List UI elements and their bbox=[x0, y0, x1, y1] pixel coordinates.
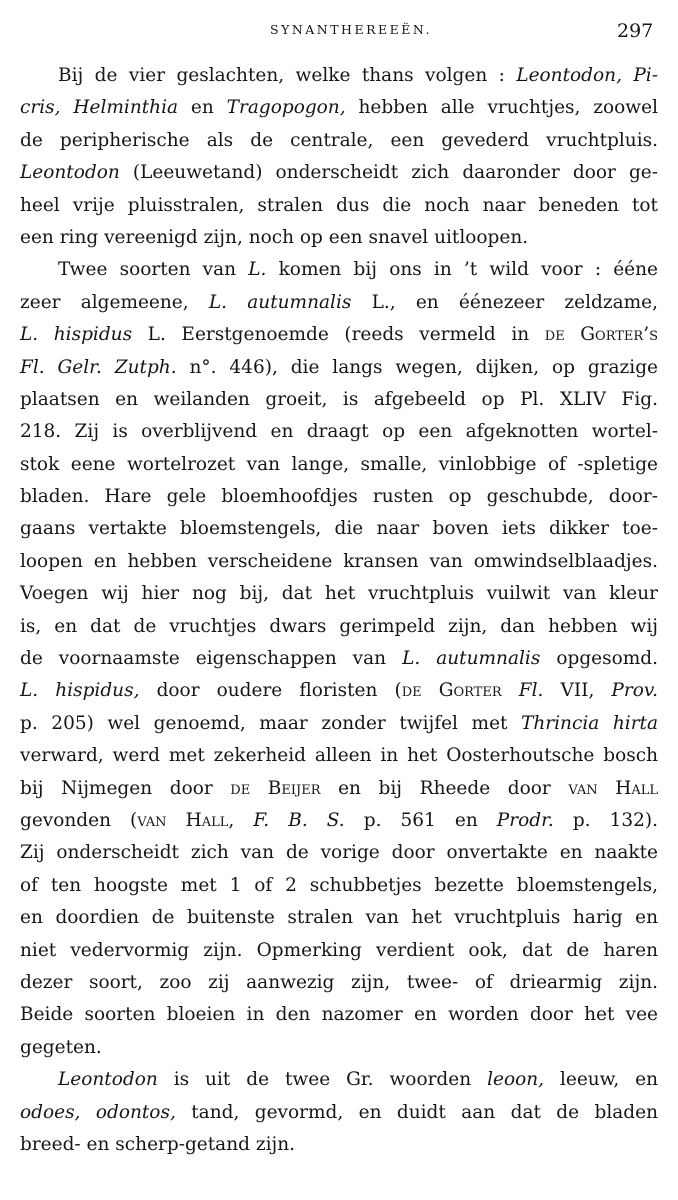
text-line bbox=[20, 708, 658, 740]
text-segment: n°. 446), die langs wegen, dijken, op grazige bbox=[176, 356, 659, 378]
text-segment: leeuw, en bbox=[544, 1069, 658, 1091]
text-line bbox=[20, 254, 658, 286]
text-segment: is uit de twee Gr. woorden bbox=[157, 1069, 488, 1091]
text-segment: p. 561 en bbox=[344, 809, 497, 831]
text-segment: verward, werd met zekerheid alleen in het Oosterhoutsche bosch bbox=[20, 745, 658, 767]
italic-segment: Thrincia hirta bbox=[521, 712, 658, 734]
italic-segment: L. bbox=[248, 259, 267, 281]
smallcaps-segment: de Gorter’s bbox=[544, 324, 658, 346]
smallcaps-segment: van Hall, bbox=[137, 809, 235, 831]
text-line bbox=[20, 837, 658, 869]
italic-segment: F. B. S. bbox=[253, 809, 345, 831]
text-segment: opgesomd. bbox=[540, 648, 659, 670]
text-line bbox=[20, 1064, 658, 1096]
text-segment: en bbox=[178, 97, 227, 119]
text-segment: p. 205) wel genoemd, maar zonder twijfel met bbox=[20, 712, 522, 734]
text-line bbox=[20, 675, 658, 707]
text-segment: tand, gevormd, en duidt aan dat de bladen bbox=[175, 1101, 658, 1123]
text-segment: L., en éénezeer zeldzame, bbox=[351, 291, 659, 313]
italic-segment: Prodr. bbox=[496, 809, 554, 831]
text-line bbox=[20, 870, 658, 902]
text-line bbox=[20, 157, 658, 189]
text-line bbox=[20, 481, 658, 513]
text-line bbox=[20, 1129, 658, 1161]
paragraph bbox=[20, 1064, 658, 1161]
paragraph bbox=[20, 60, 658, 254]
text-segment: L. Eerstgenoemde (reeds vermeld in bbox=[132, 324, 545, 346]
text-line bbox=[20, 125, 658, 157]
text-line bbox=[20, 546, 658, 578]
smallcaps-segment: van Hall bbox=[568, 777, 658, 799]
text-segment: gevonden ( bbox=[20, 809, 138, 831]
smallcaps-segment: de Beijer bbox=[230, 777, 321, 799]
text-line bbox=[20, 449, 658, 481]
body-text bbox=[20, 60, 658, 1161]
italic-segment: Fl. Gelr. Zutph. bbox=[20, 356, 177, 378]
text-line bbox=[20, 190, 658, 222]
text-segment: bij Nijmegen door bbox=[20, 777, 231, 799]
text-line bbox=[20, 92, 658, 124]
text-line bbox=[20, 578, 658, 610]
text-segment bbox=[234, 810, 253, 831]
text-segment: gaans vertakte bloemstengels, die naar boven iets dikker toe- bbox=[20, 518, 658, 540]
text-line bbox=[20, 352, 658, 384]
text-line bbox=[20, 1097, 658, 1129]
text-segment: loopen en hebben verscheidene kransen van omwindselblaadjes. bbox=[20, 550, 658, 572]
page-number: 297 bbox=[617, 20, 654, 42]
text-line bbox=[20, 902, 658, 934]
text-line bbox=[20, 773, 658, 805]
text-line bbox=[20, 643, 658, 675]
text-segment: of ten hoogste met 1 of 2 schubbetjes bezette bloemstengels, bbox=[20, 874, 658, 896]
text-line bbox=[20, 222, 658, 254]
text-line bbox=[20, 287, 658, 319]
italic-segment: Prov. bbox=[611, 680, 658, 702]
running-head: SYNANTHEREEËN. bbox=[270, 22, 432, 37]
text-segment: komen bij ons in ’t wild voor : ééne bbox=[266, 259, 658, 281]
text-segment: 218. Zij is overblijvend en draagt op een afgeknotten wortel- bbox=[20, 421, 658, 443]
smallcaps-segment: de Gorter bbox=[401, 680, 502, 702]
text-segment: Bij de vier geslachten, welke thans volgen : bbox=[58, 65, 517, 86]
text-segment: de voornaamste eigenschappen van bbox=[20, 648, 403, 670]
text-line bbox=[20, 967, 658, 999]
text-line bbox=[20, 805, 658, 837]
italic-segment: L. hispidus bbox=[20, 324, 133, 346]
text-segment: niet vedervormig zijn. Opmerking verdient ook, dat de haren bbox=[20, 939, 658, 961]
text-segment: p. 132). bbox=[553, 809, 659, 831]
text-line bbox=[20, 1032, 658, 1064]
italic-segment: cris, Helminthia bbox=[20, 97, 179, 119]
text-segment: dezer soort, zoo zij aanwezig zijn, twee- of driearmig zijn. bbox=[20, 971, 658, 993]
text-segment: een ring vereenigd zijn, noch op een snavel uitloopen. bbox=[20, 226, 529, 248]
italic-segment: Leontodon, Pi- bbox=[516, 65, 658, 86]
paragraph bbox=[20, 254, 658, 1064]
text-line bbox=[20, 935, 658, 967]
text-line bbox=[20, 740, 658, 772]
text-segment: heel vrije pluisstralen, stralen dus die noch naar beneden tot bbox=[20, 194, 658, 216]
italic-segment: leoon, bbox=[487, 1069, 545, 1091]
text-segment: Zij onderscheidt zich van de vorige door onvertakte en naakte bbox=[20, 842, 658, 864]
italic-segment: Fl. bbox=[518, 680, 544, 702]
italic-segment: Leontodon bbox=[58, 1069, 158, 1091]
text-segment: is, en dat de vruchtjes dwars gerimpeld zijn, dan hebben wij bbox=[20, 615, 658, 637]
text-segment: breed- en scherp-getand zijn. bbox=[20, 1133, 296, 1155]
text-segment: (Leeuwetand) onderscheidt zich daaronder door ge- bbox=[119, 162, 658, 184]
text-segment: VII, bbox=[543, 680, 612, 702]
italic-segment: L. hispidus, bbox=[20, 680, 140, 702]
text-line bbox=[20, 60, 658, 92]
italic-segment: Tragopogon, bbox=[226, 97, 346, 119]
text-segment: en bij Rheede door bbox=[320, 777, 569, 799]
italic-segment: odoes, odontos, bbox=[20, 1101, 176, 1123]
text-line bbox=[20, 416, 658, 448]
text-line bbox=[20, 999, 658, 1031]
text-segment: hebben alle vruchtjes, zoowel bbox=[345, 97, 659, 119]
text-segment bbox=[502, 680, 519, 701]
text-segment: de peripherische als de centrale, een gevederd vruchtpluis. bbox=[20, 129, 658, 151]
text-segment: plaatsen en weilanden groeit, is afgebeeld op Pl. XLIV Fig. bbox=[20, 388, 658, 410]
text-line bbox=[20, 319, 658, 351]
text-segment: zeer algemeene, bbox=[20, 291, 209, 313]
italic-segment: L. autumnalis bbox=[402, 648, 541, 670]
text-segment: door oudere floristen ( bbox=[139, 680, 402, 702]
text-segment: en doordien de buitenste stralen van het vruchtpluis harig en bbox=[20, 907, 658, 929]
text-segment: Voegen wij hier nog bij, dat het vruchtpluis vuilwit van kleur bbox=[20, 583, 658, 605]
text-line bbox=[20, 384, 658, 416]
text-segment: bladen. Hare gele bloemhoofdjes rusten op geschubde, door- bbox=[20, 486, 658, 508]
italic-segment: Leontodon bbox=[20, 162, 120, 184]
text-segment: gegeten. bbox=[20, 1036, 102, 1058]
text-segment: stok eene wortelrozet van lange, smalle, vinlobbige of -spletige bbox=[20, 453, 658, 475]
italic-segment: L. autumnalis bbox=[208, 291, 352, 313]
text-line bbox=[20, 513, 658, 545]
text-line bbox=[20, 611, 658, 643]
text-segment: Beide soorten bloeien in den nazomer en worden door het vee bbox=[20, 1004, 658, 1026]
text-segment: Twee soorten van bbox=[58, 259, 249, 281]
